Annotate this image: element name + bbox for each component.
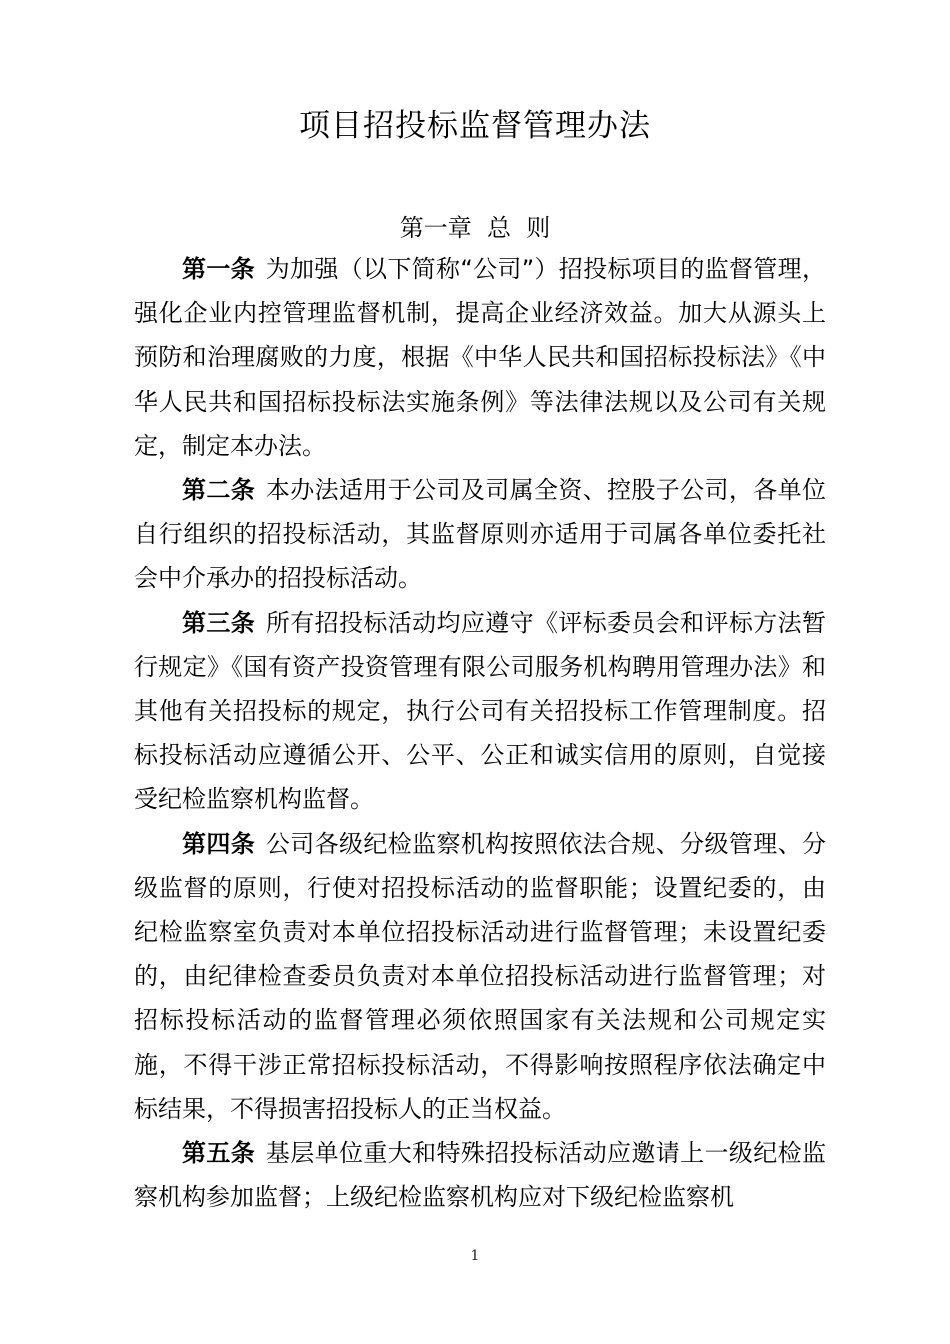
article-label: 第五条 <box>182 1139 256 1168</box>
article-text: 为加强（以下简称“公司”）招投标项目的监督管理，强化企业内控管理监督机制，提高企业经济效益。加大从源头上预防和治理腐败的力度，根据《中华人民共和国招标投标法》《中华人民共和国招标投标法实施条例》等法律法规以及公司有关规定，制定本办法。 <box>134 255 826 460</box>
article-label: 第二条 <box>182 476 256 505</box>
article-text: 公司各级纪检监察机构按照依法合规、分级管理、分级监督的原则，行使对招投标活动的监督职能；设置纪委的，由纪检监察室负责对本单位招投标活动进行监督管理；未设置纪委的，由纪律检查委员负责对本单位招投标活动进行监督管理；对招标投标活动的监督管理必须依照国家有关法规和公司规定实施，不得干涉正常招标投标活动，不得影响按照程序依法确定中标结果，不得损害招投标人的正当权益。 <box>134 829 827 1123</box>
document-title: 项目招投标监督管理办法 <box>299 108 651 144</box>
article-1 <box>134 247 826 468</box>
page-number: 1 <box>470 1248 480 1264</box>
article-label: 第四条 <box>182 829 256 858</box>
article-label: 第一条 <box>182 255 255 283</box>
article-3 <box>134 601 826 822</box>
article-4 <box>134 822 826 1131</box>
article-text: 所有招投标活动均应遵守《评标委员会和评标方法暂行规定》《国有资产投资管理有限公司服务机构聘用管理办法》和其他有关招投标的规定，执行公司有关招投标工作管理制度。招标投标活动应遵循公开、公平、公正和诚实信用的原则，自觉接受纪检监察机构监督。 <box>134 608 827 814</box>
article-text: 基层单位重大和特殊招投标活动应邀请上一级纪检监察机构参加监督；上级纪检监察机构应对下级纪检监察机 <box>134 1139 827 1212</box>
chapter-title: 第一章 总 则 <box>399 214 551 242</box>
article-label: 第三条 <box>182 608 256 637</box>
document-body <box>134 247 826 1219</box>
article-5 <box>134 1131 826 1219</box>
article-text: 本办法适用于公司及司属全资、控股子公司，各单位自行组织的招投标活动，其监督原则亦适用于司属各单位委托社会中介承办的招投标活动。 <box>134 476 827 593</box>
article-2 <box>134 468 826 601</box>
